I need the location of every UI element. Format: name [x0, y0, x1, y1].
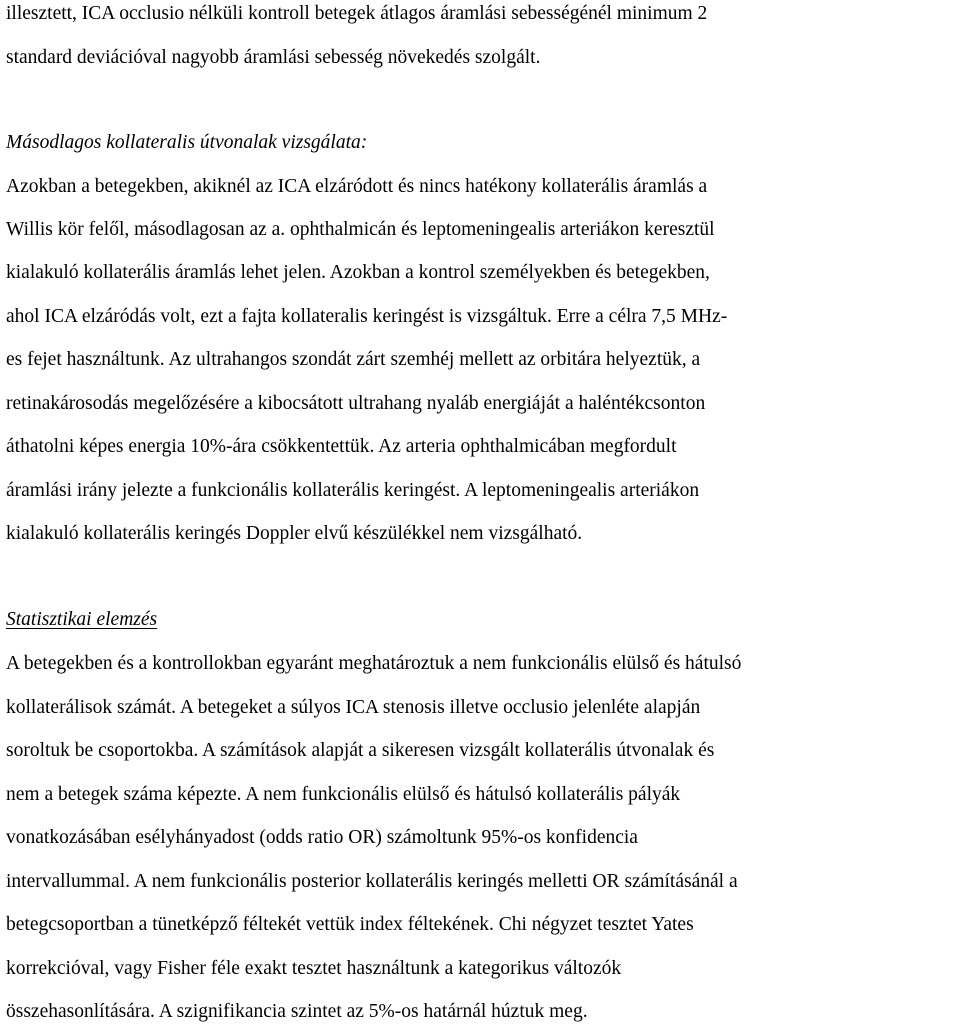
- section-heading-secondary: Másodlagos kollateralis útvonalak vizsgálata:: [6, 132, 368, 153]
- paragraph-line: A betegekben és a kontrollokban egyaránt meghatároztuk a nem funkcionális elülső és hátulsó: [6, 653, 742, 674]
- paragraph-line: kialakuló kollaterális áramlás lehet jelen. Azokban a kontrol személyekben és betegekben,: [6, 262, 710, 283]
- paragraph-line: retinakárosodás megelőzésére a kibocsátott ultrahang nyaláb energiáját a haléntékcsonton: [6, 393, 706, 414]
- paragraph-line: összehasonlítására. A szignifikancia szintet az 5%-os határnál húztuk meg.: [6, 1001, 588, 1022]
- paragraph-line: es fejet használtunk. Az ultrahangos szondát zárt szemhéj mellett az orbitára helyeztük, a: [6, 349, 701, 370]
- paragraph-line: Azokban a betegekben, akiknél az ICA elzáródott és nincs hatékony kollaterális áramlás a: [6, 176, 708, 197]
- section-heading-stats: Statisztikai elemzés: [6, 609, 158, 630]
- intro-line-2: standard deviációval nagyobb áramlási sebesség növekedés szolgált.: [6, 47, 541, 68]
- paragraph-line: korrekcióval, vagy Fisher féle exakt tesztet használtunk a kategorikus változók: [6, 958, 622, 979]
- paragraph-line: nem a betegek száma képezte. A nem funkcionális elülső és hátulsó kollaterális pályák: [6, 784, 681, 805]
- paragraph-line: kollaterálisok számát. A betegeket a súlyos ICA stenosis illetve occlusio jelenléte alapján: [6, 697, 701, 718]
- paragraph-line: ahol ICA elzáródás volt, ezt a fajta kollateralis keringést is vizsgáltuk. Erre a célra 7,5 MHz-: [6, 306, 728, 327]
- paragraph-line: intervallummal. A nem funkcionális posterior kollaterális keringés melletti OR számításánál a: [6, 871, 738, 892]
- paragraph-line: áramlási irány jelezte a funkcionális kollaterális keringést. A leptomeningealis arteriákon: [6, 480, 700, 501]
- intro-line-1: illesztett, ICA occlusio nélküli kontroll betegek átlagos áramlási sebességénél minimum 2: [6, 3, 708, 24]
- paragraph-line: soroltuk be csoportokba. A számítások alapját a sikeresen vizsgált kollaterális útvonalak és: [6, 740, 715, 761]
- paragraph-line: vonatkozásában esélyhányadost (odds ratio OR) számoltunk 95%-os konfidencia: [6, 827, 638, 848]
- paragraph-line: kialakuló kollaterális keringés Doppler elvű készülékkel nem vizsgálható.: [6, 523, 583, 544]
- paragraph-line: áthatolni képes energia 10%-ára csökkentettük. Az arteria ophthalmicában megfordult: [6, 436, 677, 457]
- paragraph-line: betegcsoportban a tünetképző féltekét vettük index féltekének. Chi négyzet tesztet Yates: [6, 914, 694, 935]
- paragraph-line: Willis kör felől, másodlagosan az a. ophthalmicán és leptomeningealis arteriákon keresztül: [6, 219, 715, 240]
